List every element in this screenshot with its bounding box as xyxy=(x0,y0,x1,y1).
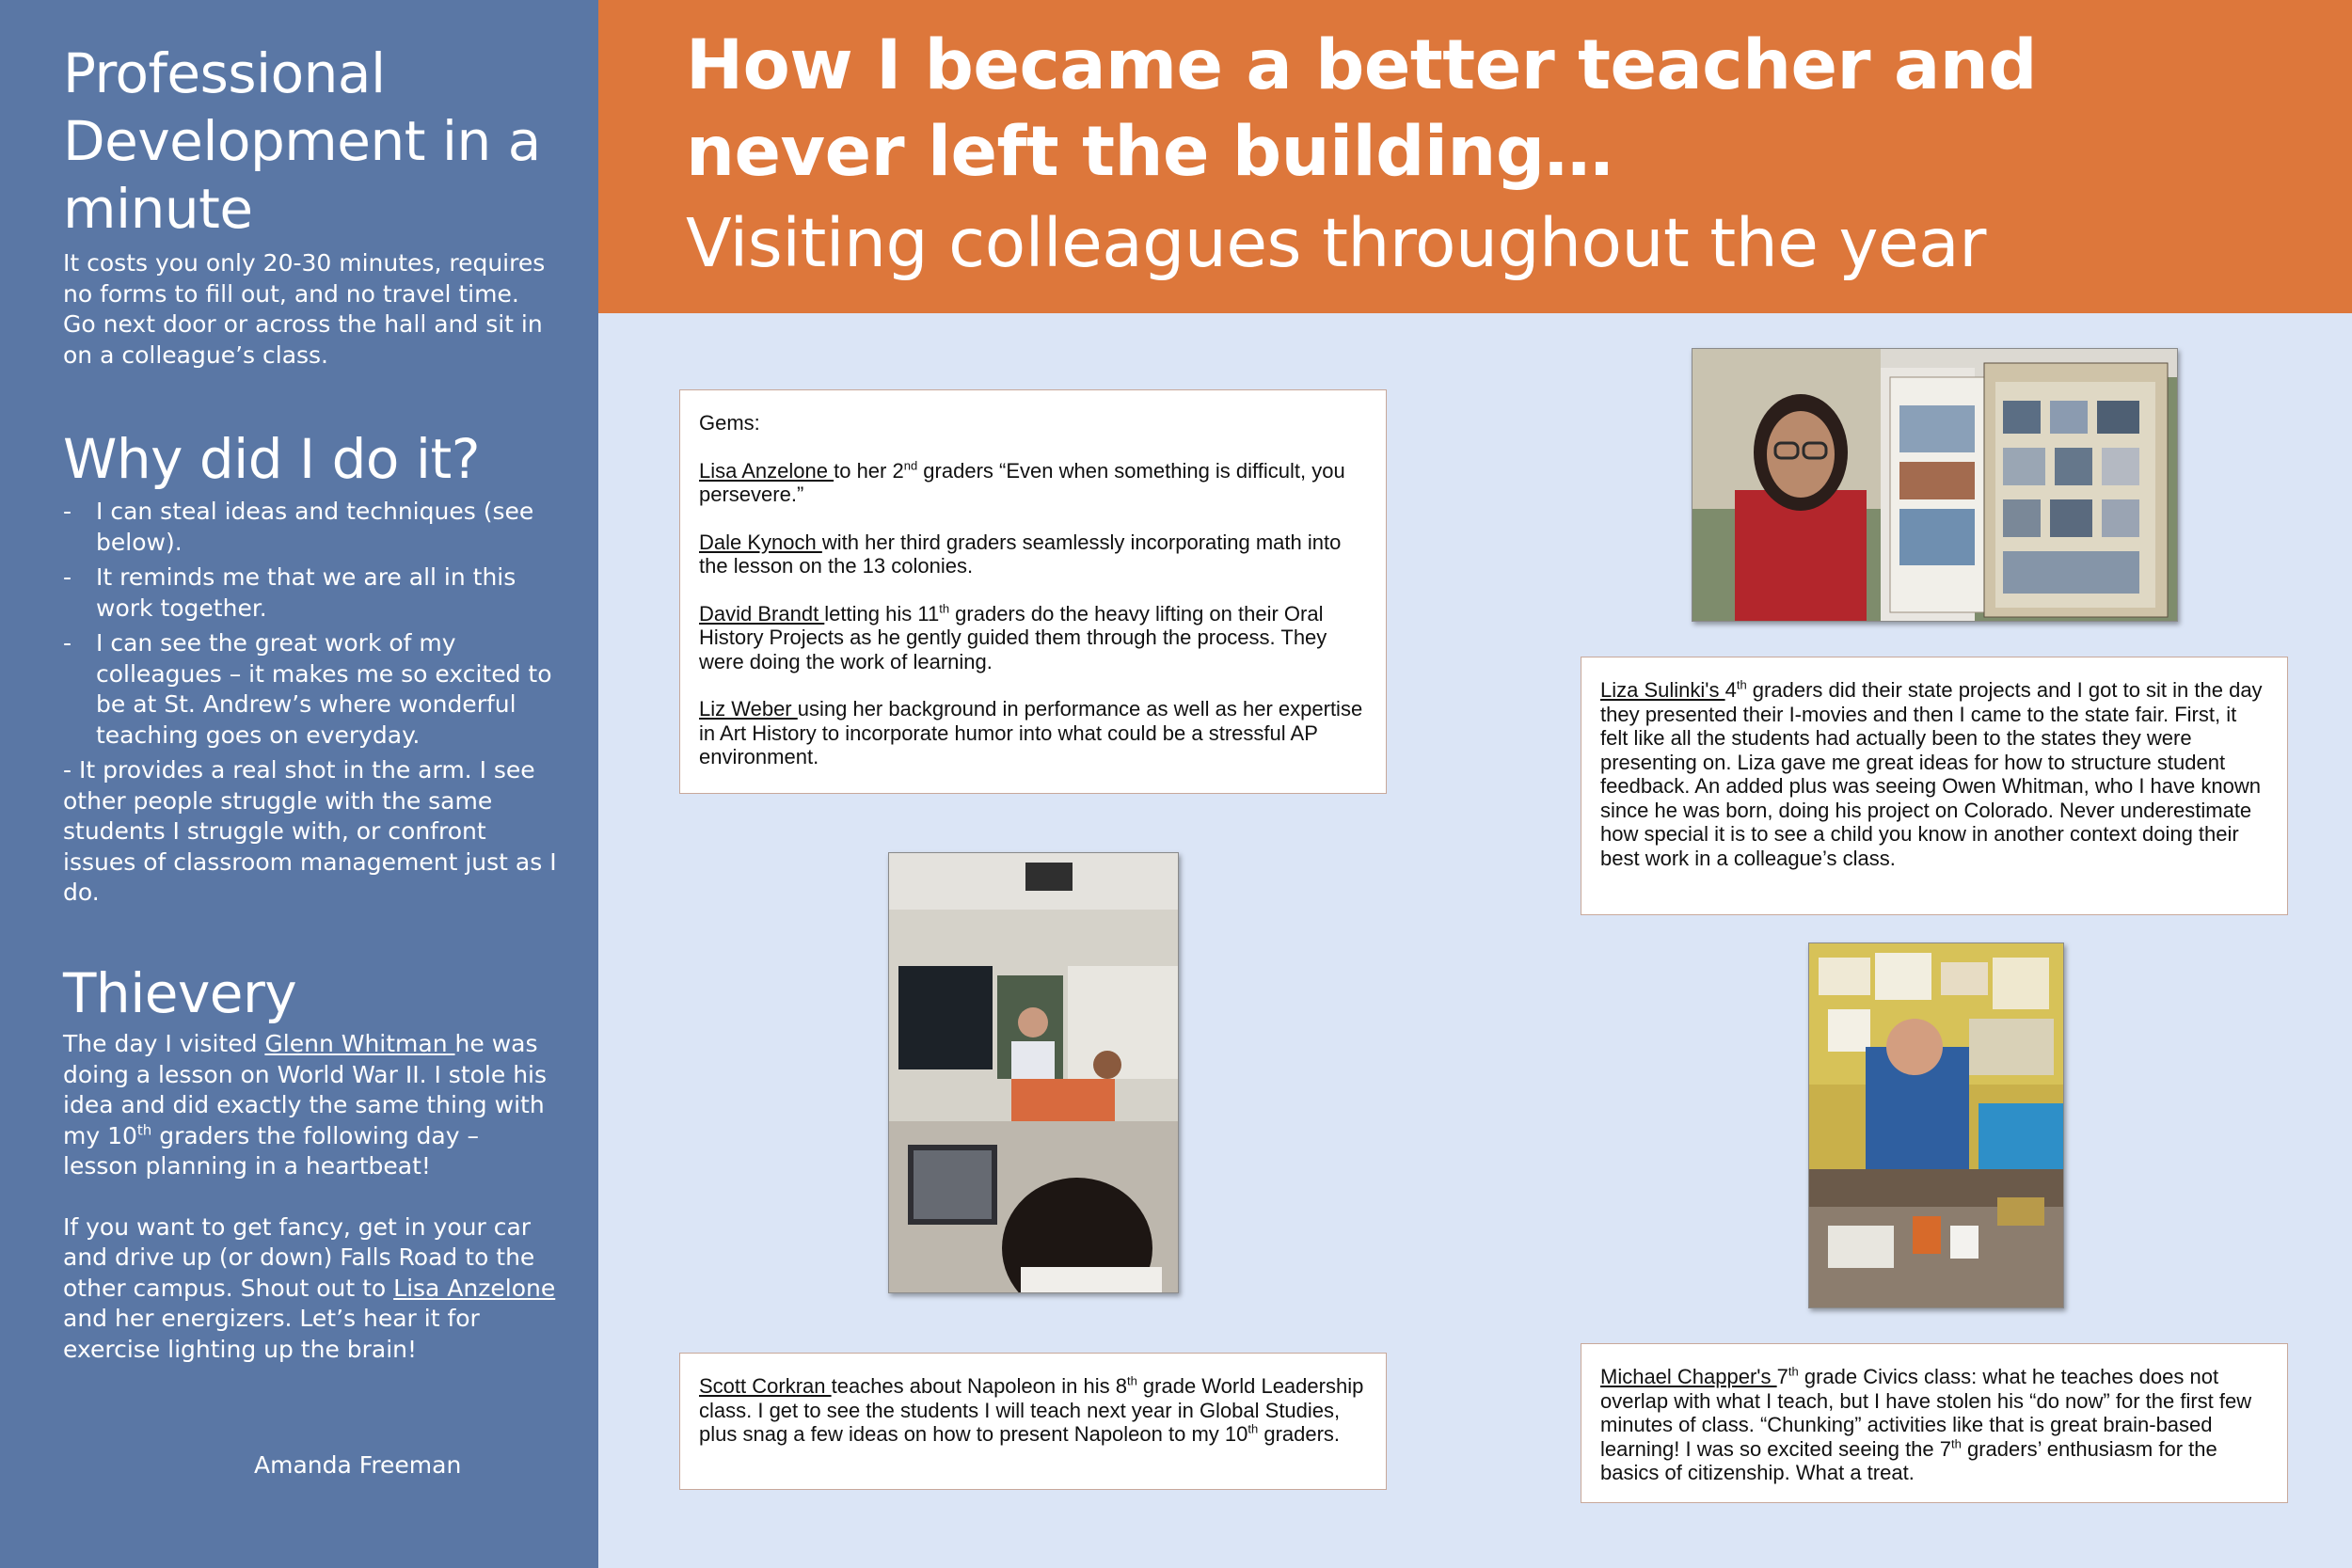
classroom-photo xyxy=(888,852,1179,1293)
poster-subtitle: Visiting colleagues throughout the year xyxy=(686,204,1986,282)
teacher-desk-photo-illustration xyxy=(1809,943,2064,1308)
liza-sulinki-box: Liza Sulinki's 4th graders did their state projects and I got to sit in the day they presented their I-movies and then I came to the state fair. First, it felt like all the students had actually been to the states they were presenting on. Liza gave me great ideas for how to structure student feedback. An added plus was seeing Owen Whitman, who I have known since he was born, doing his project on Colorado. Never underestimate how special it is to see a child you know in another context doing their best work in a colleague’s class. xyxy=(1581,657,2288,915)
gems-box xyxy=(679,389,1387,794)
colleague-name: David Brandt xyxy=(699,601,825,626)
why-item: - I can see the great work of my colleagues – it makes me so excited to be at St. Andrew’s where wonderful teaching goes on everyday. xyxy=(63,629,552,749)
glenn-whitman-link[interactable]: Glenn Whitman xyxy=(264,1030,455,1057)
intro-text: It costs you only 20-30 minutes, requires no forms to fill out, and no travel time. Go next door or across the hall and sit in on a colleague’s class. xyxy=(63,249,546,369)
state-project-photo-illustration xyxy=(1692,349,2178,622)
poster-title-line-2: never left the building… xyxy=(686,112,1613,192)
michael-chapper-box: Michael Chapper's 7th grade Civics class: what he teaches does not overlap with what I teach, but I have stolen his “do now” for the first few minutes of class. “Chunking” activities like that is great brain-based learning! I was so excited seeing the 7th graders’ enthusiasm for the basics of citizenship. What a treat. xyxy=(1581,1343,2288,1503)
poster-title-line-1: How I became a better teacher and xyxy=(686,25,2037,105)
thievery-paragraph-2: If you want to get fancy, get in your car and drive up (or down) Falls Road to the other campus. Shout out to Lisa Anzelone and her energizers. Let’s hear it for exercise lighting up the brain! xyxy=(63,1212,556,1363)
classroom-photo-illustration xyxy=(889,853,1179,1293)
colleague-name: Dale Kynoch xyxy=(699,530,822,554)
colleague-name: Scott Corkran xyxy=(699,1374,832,1398)
colleague-name: Liz Weber xyxy=(699,697,798,721)
gems-heading: Gems: xyxy=(699,411,760,435)
state-project-photo xyxy=(1692,348,2178,622)
why-list xyxy=(63,497,557,909)
gem-item: Lisa Anzelone to her 2nd graders “Even when something is difficult, you persevere.” xyxy=(699,458,1345,506)
teacher-desk-photo xyxy=(1808,942,2064,1308)
gem-item: David Brandt letting his 11th graders do the heavy lifting on their Oral History Projects as he gently guided them through the process. They were doing the work of learning. xyxy=(699,601,1327,673)
title-banner xyxy=(598,0,2352,313)
why-heading: Why did I do it? xyxy=(63,427,480,491)
scott-corkran-box: Scott Corkran teaches about Napoleon in his 8th grade World Leadership class. I get to see the students I will teach next year in Global Studies, plus snag a few ideas on how to present Napoleon to my 10th graders. xyxy=(679,1353,1387,1490)
colleague-name: Lisa Anzelone xyxy=(699,458,834,483)
thievery-paragraph-1: The day I visited Glenn Whitman he was doing a lesson on World War II. I stole his idea and did exactly the same thing with my 10th graders the following day – lesson planning in a heartbeat! xyxy=(63,1030,548,1180)
intro-heading: Professional Development in a minute xyxy=(63,41,541,241)
author-name: Amanda Freeman xyxy=(254,1451,462,1479)
gem-item: Dale Kynoch with her third graders seamlessly incorporating math into the lesson on the 13 colonies. xyxy=(699,530,1342,578)
why-item: - I can steal ideas and techniques (see below). xyxy=(63,498,534,556)
lisa-anzelone-link[interactable]: Lisa Anzelone xyxy=(393,1274,556,1302)
thievery-heading: Thievery xyxy=(63,961,297,1025)
thievery-text xyxy=(63,1029,557,1365)
left-sidebar xyxy=(0,0,598,1568)
colleague-name: Michael Chapper's xyxy=(1600,1365,1777,1388)
why-item-last: - It provides a real shot in the arm. I see other people struggle with the same students I struggle with, or confront issues of classroom management just as I do. xyxy=(63,756,557,906)
why-item: - It reminds me that we are all in this work together. xyxy=(63,563,516,622)
gem-item: Liz Weber using her background in performance as well as her expertise in Art History to incorporate humor into what could be a stressful AP environment. xyxy=(699,697,1363,768)
colleague-name: Liza Sulinki's xyxy=(1600,678,1725,702)
